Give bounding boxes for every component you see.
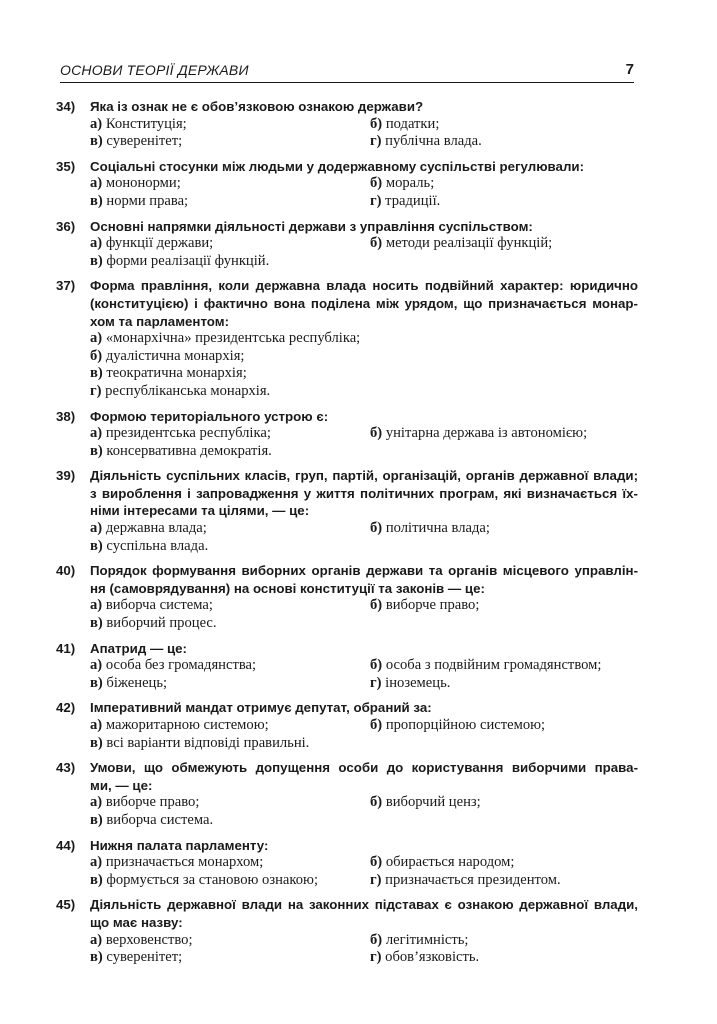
question-number: 39) xyxy=(56,468,76,484)
answer-options xyxy=(90,330,638,400)
option-letter: б) xyxy=(370,657,383,674)
question-item xyxy=(56,837,638,890)
option-letter: г) xyxy=(90,382,102,399)
answer-option xyxy=(90,365,370,383)
answer-row xyxy=(90,735,638,753)
option-letter: в) xyxy=(90,252,103,269)
question-text-line: ня (самоврядування) на основі конституції та законів — це: xyxy=(90,580,485,596)
answer-option xyxy=(370,116,439,134)
answer-row xyxy=(90,538,638,556)
question-text-line: німи інтересами та цілями, — це: xyxy=(90,503,310,519)
option-text: виборче право; xyxy=(105,794,200,811)
question-number: 44) xyxy=(56,837,76,853)
option-letter: б) xyxy=(370,717,383,733)
question-number: 37) xyxy=(56,278,76,294)
option-text: унітарна держава із автономією; xyxy=(385,425,588,442)
option-text: мононорми; xyxy=(105,175,181,192)
question-text-line: Нижня палата парламенту: xyxy=(90,837,269,853)
question-heading xyxy=(56,640,638,658)
question-item xyxy=(56,640,638,693)
answer-options xyxy=(90,932,638,967)
question-heading xyxy=(56,408,638,426)
question-text-line: хом та парламентом: xyxy=(90,313,230,329)
option-text: консервативна демократія. xyxy=(106,442,272,459)
answer-row xyxy=(90,348,638,366)
answer-option xyxy=(90,657,370,675)
option-letter: в) xyxy=(90,674,103,691)
answer-row xyxy=(90,675,638,693)
header-title: ОСНОВИ ТЕОРІЇ ДЕРЖАВИ xyxy=(60,62,249,78)
question-text-line: Формою територіального устрою є: xyxy=(90,408,329,424)
option-text: республіканська монархія. xyxy=(105,382,271,399)
option-text: державна влада; xyxy=(105,520,207,537)
question-number: 34) xyxy=(56,99,76,114)
option-text: традиції. xyxy=(385,192,441,209)
option-text: методи реалізації функцій; xyxy=(385,235,553,252)
answer-option xyxy=(370,872,561,890)
question-text xyxy=(90,277,638,330)
option-letter: б) xyxy=(370,520,383,537)
question-text-line: (конституцією) і фактично вона поділена між урядом, що призначається монар- xyxy=(90,295,638,311)
option-letter: в) xyxy=(90,442,103,459)
question-item xyxy=(56,759,638,829)
answer-option xyxy=(90,383,370,401)
option-text: виборча система; xyxy=(105,597,213,614)
question-text-line: Соціальні стосунки між людьми у додержавному суспільстві регулювали: xyxy=(90,158,584,174)
question-heading xyxy=(56,218,638,236)
option-letter: г) xyxy=(370,192,382,209)
option-letter: в) xyxy=(90,133,103,150)
question-number: 38) xyxy=(56,408,76,424)
answer-row xyxy=(90,657,638,675)
question-item xyxy=(56,98,638,151)
question-text-line: ми, — це: xyxy=(90,777,153,793)
answer-option xyxy=(90,443,370,461)
option-text: всі варіанти відповіді правильні. xyxy=(106,734,310,751)
option-letter: а) xyxy=(90,657,103,674)
question-text xyxy=(90,218,638,236)
option-letter: б) xyxy=(370,175,383,192)
running-header xyxy=(60,60,634,83)
question-list xyxy=(56,98,638,974)
answer-row xyxy=(90,812,638,830)
option-text: функції держави; xyxy=(105,235,214,252)
option-text: суверенітет; xyxy=(106,133,183,150)
option-letter: в) xyxy=(90,192,103,209)
question-number: 40) xyxy=(56,563,76,579)
question-item xyxy=(56,896,638,966)
answer-options xyxy=(90,116,638,151)
answer-row xyxy=(90,615,638,633)
question-text-line: Умови, що обмежують допущення особи до користування виборчими права- xyxy=(90,760,638,776)
option-letter: в) xyxy=(90,811,103,828)
option-letter: а) xyxy=(90,717,103,733)
option-letter: г) xyxy=(370,133,382,150)
option-letter: г) xyxy=(370,949,382,966)
answer-option xyxy=(90,872,370,890)
option-text: біженець; xyxy=(106,674,168,691)
answer-option xyxy=(370,717,545,735)
answer-options xyxy=(90,794,638,829)
answer-option xyxy=(370,597,479,615)
answer-row xyxy=(90,330,638,348)
option-text: виборчий ценз; xyxy=(385,794,481,811)
answer-option xyxy=(90,425,370,443)
option-text: обов’язковість. xyxy=(385,949,480,966)
question-text-line: Основні напрямки діяльності держави з управління суспільством: xyxy=(90,218,533,234)
question-item xyxy=(56,158,638,211)
answer-option xyxy=(370,949,479,967)
answer-option xyxy=(90,675,370,693)
option-text: виборче право; xyxy=(385,597,480,614)
option-letter: г) xyxy=(370,674,382,691)
answer-option xyxy=(370,235,552,253)
option-text: мораль; xyxy=(385,175,435,192)
question-text-line: Форма правління, коли державна влада носить подвійний характер: юридично xyxy=(90,278,638,294)
option-letter: а) xyxy=(90,794,103,811)
option-letter: а) xyxy=(90,931,103,948)
question-item xyxy=(56,277,638,400)
option-letter: в) xyxy=(90,615,103,632)
answer-option xyxy=(370,133,482,151)
question-heading xyxy=(56,699,638,717)
answer-row xyxy=(90,133,638,151)
answer-row xyxy=(90,520,638,538)
answer-row xyxy=(90,794,638,812)
answer-option xyxy=(370,932,468,950)
answer-option xyxy=(90,615,370,633)
option-text: обирається народом; xyxy=(385,854,515,871)
option-letter: б) xyxy=(370,235,383,252)
option-letter: а) xyxy=(90,520,103,537)
answer-option xyxy=(90,193,370,211)
option-text: президентська республіка; xyxy=(105,425,271,442)
option-letter: б) xyxy=(370,854,383,871)
option-letter: б) xyxy=(370,597,383,614)
question-item xyxy=(56,562,638,632)
answer-option xyxy=(90,717,370,735)
option-letter: б) xyxy=(370,115,383,132)
question-text-line: Апатрид — це: xyxy=(90,640,187,656)
option-text: податки; xyxy=(385,115,440,132)
answer-row xyxy=(90,949,638,967)
option-letter: а) xyxy=(90,115,103,132)
option-text: форми реалізації функцій. xyxy=(106,252,270,269)
question-text xyxy=(90,562,638,597)
answer-row xyxy=(90,383,638,401)
question-text-line: що має назву: xyxy=(90,914,183,930)
answer-options xyxy=(90,235,638,270)
answer-option xyxy=(90,348,370,366)
answer-row xyxy=(90,235,638,253)
answer-option xyxy=(370,854,514,872)
question-heading xyxy=(56,277,638,330)
answer-option xyxy=(90,538,370,556)
question-number: 45) xyxy=(56,897,76,913)
question-text-line: Діяльність суспільних класів, груп, партій, організацій, органів державної влади; xyxy=(90,468,638,484)
question-heading xyxy=(56,467,638,520)
answer-row xyxy=(90,193,638,211)
question-text-line: з вироблення і запровадження у життя політичних програм, які визначається їх- xyxy=(90,485,638,501)
option-text: пропорційною системою; xyxy=(385,717,546,733)
question-text xyxy=(90,759,638,794)
option-text: призначається монархом; xyxy=(105,854,264,871)
option-text: виборчий процес. xyxy=(106,615,217,632)
answer-option xyxy=(90,812,370,830)
answer-option xyxy=(370,193,440,211)
question-text xyxy=(90,158,638,176)
option-letter: а) xyxy=(90,597,103,614)
answer-option xyxy=(90,253,370,271)
question-text-line: Порядок формування виборних органів держави та органів місцевого управлін- xyxy=(90,563,638,579)
question-text-line: Діяльність державної влади на законних підставах є ознакою державної влади, xyxy=(90,897,638,913)
question-heading xyxy=(56,759,638,794)
option-letter: г) xyxy=(370,871,382,888)
answer-option xyxy=(90,116,370,134)
question-number: 36) xyxy=(56,218,76,234)
answer-row xyxy=(90,597,638,615)
option-text: верховенство; xyxy=(105,931,193,948)
answer-options xyxy=(90,175,638,210)
answer-option xyxy=(90,735,370,753)
option-letter: а) xyxy=(90,425,103,442)
answer-option xyxy=(90,854,370,872)
question-heading xyxy=(56,896,638,931)
question-number: 41) xyxy=(56,640,76,656)
answer-option xyxy=(90,932,370,950)
answer-row xyxy=(90,365,638,383)
option-letter: в) xyxy=(90,949,103,966)
question-number: 43) xyxy=(56,760,76,776)
answer-options xyxy=(90,657,638,692)
question-heading xyxy=(56,98,638,116)
answer-option xyxy=(370,657,601,675)
option-letter: б) xyxy=(370,931,383,948)
question-heading xyxy=(56,158,638,176)
answer-option xyxy=(90,949,370,967)
question-text-line: Яка із ознак не є обов’язковою ознакою держави? xyxy=(90,99,424,114)
option-text: суспільна влада. xyxy=(106,537,209,554)
question-number: 42) xyxy=(56,700,76,716)
question-item xyxy=(56,408,638,461)
answer-row xyxy=(90,443,638,461)
option-text: призначається президентом. xyxy=(385,871,561,888)
answer-option xyxy=(370,794,481,812)
question-item xyxy=(56,699,638,752)
question-text xyxy=(90,640,638,658)
question-text xyxy=(90,467,638,520)
answer-options xyxy=(90,520,638,555)
answer-options xyxy=(90,854,638,889)
option-text: Конституція; xyxy=(105,115,187,132)
answer-row xyxy=(90,932,638,950)
option-letter: в) xyxy=(90,537,103,554)
option-letter: а) xyxy=(90,235,103,252)
option-text: особа без громадянства; xyxy=(105,657,257,674)
option-letter: б) xyxy=(370,794,383,811)
option-letter: а) xyxy=(90,175,103,192)
option-text: іноземець. xyxy=(385,674,451,691)
option-letter: в) xyxy=(90,871,103,888)
question-text xyxy=(90,98,638,116)
answer-option xyxy=(90,520,370,538)
answer-row xyxy=(90,854,638,872)
question-text xyxy=(90,699,638,717)
question-text xyxy=(90,837,638,855)
page-number: 7 xyxy=(625,61,634,78)
option-letter: б) xyxy=(370,425,383,442)
answer-option xyxy=(90,133,370,151)
answer-option xyxy=(370,175,434,193)
question-text xyxy=(90,896,638,931)
option-letter: а) xyxy=(90,854,103,871)
answer-option xyxy=(90,175,370,193)
answer-option xyxy=(90,597,370,615)
answer-option xyxy=(90,330,370,348)
question-heading xyxy=(56,562,638,597)
option-text: дуалістична монархія; xyxy=(105,347,245,364)
answer-option xyxy=(90,235,370,253)
option-letter: а) xyxy=(90,330,103,347)
answer-option xyxy=(90,794,370,812)
answer-row xyxy=(90,717,638,735)
option-letter: в) xyxy=(90,734,103,751)
question-number: 35) xyxy=(56,158,76,174)
question-text-line: Імперативний мандат отримує депутат, обраний за: xyxy=(90,700,432,716)
option-text: особа з подвійним громадянством; xyxy=(385,657,602,674)
answer-option xyxy=(370,675,450,693)
option-text: виборча система. xyxy=(106,811,214,828)
answer-options xyxy=(90,425,638,460)
option-letter: б) xyxy=(90,347,103,364)
answer-row xyxy=(90,175,638,193)
option-text: мажоритарною системою; xyxy=(105,717,269,733)
option-text: легітимність; xyxy=(385,931,469,948)
question-item xyxy=(56,467,638,555)
option-text: суверенітет; xyxy=(106,949,183,966)
answer-row xyxy=(90,872,638,890)
answer-row xyxy=(90,253,638,271)
answer-options xyxy=(90,597,638,632)
question-heading xyxy=(56,837,638,855)
answer-options xyxy=(90,717,638,752)
question-item xyxy=(56,218,638,271)
option-letter: в) xyxy=(90,365,103,382)
question-text xyxy=(90,408,638,426)
option-text: публічна влада. xyxy=(385,133,482,150)
option-text: формується за становою ознакою; xyxy=(106,871,319,888)
option-text: політична влада; xyxy=(385,520,490,537)
answer-row xyxy=(90,425,638,443)
answer-option xyxy=(370,425,587,443)
option-text: «монархічна» президентська республіка; xyxy=(105,330,361,347)
answer-option xyxy=(370,520,490,538)
option-text: норми права; xyxy=(106,192,189,209)
answer-row xyxy=(90,116,638,134)
option-text: теократична монархія; xyxy=(106,365,247,382)
